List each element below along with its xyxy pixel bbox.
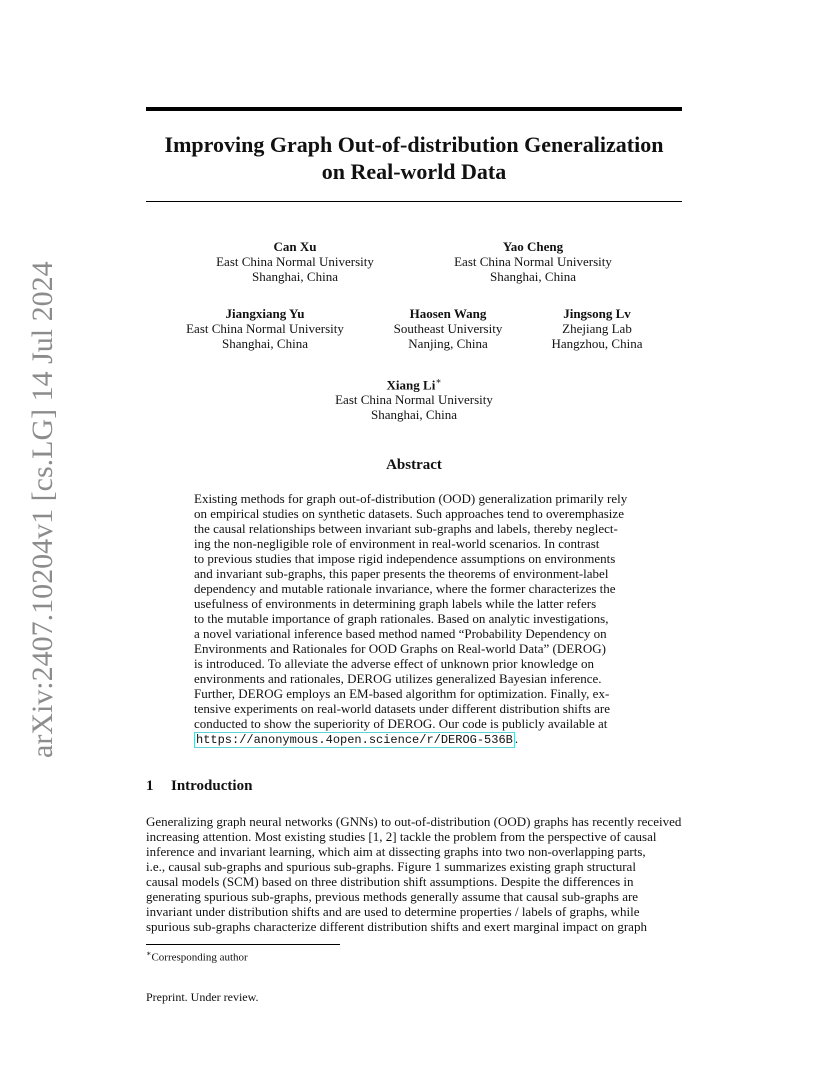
author-name: Haosen Wang [409,306,487,321]
abstract-line: on empirical studies on synthetic datasets. Such approaches tend to overemphasize [194,506,624,521]
author-location: Shanghai, China [222,336,308,351]
code-link[interactable]: https://anonymous.4open.science/r/DEROG-536B [196,733,513,747]
author-name: Yao Cheng [502,239,564,254]
abstract-line: conducted to show the superiority of DEROG. Our code is publicly available at [194,716,608,731]
author-name: Jiangxiang Yu [225,306,305,321]
author-affiliation: East China Normal University [335,392,493,408]
abstract-body [194,491,634,748]
section-heading [146,778,252,795]
author-name: Xiang Li∗ [386,376,442,393]
abstract-line: Further, DEROG employs an EM-based algorithm for optimization. Finally, ex- [194,686,610,701]
abstract-line: tensive experiments on real-world datasets under different distribution shifts are [194,701,610,716]
corresponding-mark: ∗ [435,376,442,386]
author-affiliation: East China Normal University [216,254,374,269]
author-location: Shanghai, China [371,407,457,423]
title-top-rule [146,107,682,111]
abstract-line: environments and rationales, DEROG utilizes generalized Bayesian inference. [194,671,602,686]
abstract-line: a novel variational inference based method named “Probability Dependency on [194,626,607,641]
footnote-text: Corresponding author [151,951,248,964]
abstract-line: ing the non-negligible role of environment in real-world scenarios. In contrast [194,536,600,551]
arxiv-identifier: arXiv:2407.10204v1 [cs.LG] 14 Jul 2024 [26,261,59,758]
intro-line: causal models (SCM) based on three distribution shift assumptions. Despite the differences in [146,874,634,889]
author-affiliation: East China Normal University [454,254,612,269]
intro-line: invariant under distribution shifts and are used to determine properties / labels of graphs, while [146,904,640,919]
abstract-heading: Abstract [386,457,442,473]
footnote-rule [146,944,340,945]
author-affiliation: East China Normal University [186,321,344,336]
abstract-line: Existing methods for graph out-of-distribution (OOD) generalization primarily rely [194,491,628,506]
abstract-line: to the mutable importance of graph rationales. Based on analytic investigations, [194,611,609,626]
intro-line: increasing attention. Most existing studies [1, 2] tackle the problem from the perspective of causal [146,829,657,844]
intro-line: generating spurious sub-graphs, previous methods generally assume that causal sub-graphs are [146,889,639,904]
abstract-line: is introduced. To alleviate the adverse effect of unknown prior knowledge on [194,656,595,671]
author-affiliation: Southeast University [393,321,503,336]
author-name: Can Xu [273,239,317,254]
abstract-line: the causal relationships between invariant sub-graphs and labels, thereby neglect- [194,521,618,536]
footnote-mark: ∗ [146,949,152,958]
author-block [304,374,524,422]
abstract-line: dependency and mutable rationale invariance, where the former characterizes the [194,581,616,596]
preprint-notice: Preprint. Under review. [146,990,259,1004]
abstract-url-line: https://anonymous.4open.science/r/DEROG-536B . [196,731,519,747]
abstract-line: Environments and Rationales for OOD Graphs on Real-world Data” (DEROG) [194,641,606,656]
author-location: Shanghai, China [490,269,576,284]
author-location: Shanghai, China [252,269,338,284]
intro-line: spurious sub-graphs characterize different distribution shifts and exert marginal impact on graph [146,919,647,934]
abstract-line: to previous studies that impose rigid independence assumptions on environments [194,551,616,566]
author-location: Hangzhou, China [551,336,643,351]
author-block [487,306,707,351]
abstract-line: and invariant sub-graphs, this paper presents the theorems of environment-label [194,566,609,581]
author-location: Nanjing, China [408,336,488,351]
section-title: Introduction [171,778,253,794]
author-block [423,239,643,284]
intro-line: i.e., causal sub-graphs and spurious sub-graphs. Figure 1 summarizes existing graph structural [146,859,636,874]
section-number: 1 [146,778,154,794]
author-affiliation: Zhejiang Lab [562,321,632,336]
intro-line: inference and invariant learning, which aim at dissecting graphs into two non-overlapping parts, [146,844,646,859]
author-block [185,239,405,284]
abstract-line: usefulness of environments in determining graph labels while the latter refers [194,596,597,611]
footnote [146,949,248,964]
author-name: Jingsong Lv [563,306,631,321]
title-bottom-rule [146,201,682,202]
intro-line: Generalizing graph neural networks (GNNs) to out-of-distribution (OOD) graphs has recently received [146,814,682,829]
title-line-1: Improving Graph Out-of-distribution Generalization [164,132,664,157]
title-line-2: on Real-world Data [321,159,507,184]
introduction-body [146,814,682,934]
paper-title [146,131,682,185]
